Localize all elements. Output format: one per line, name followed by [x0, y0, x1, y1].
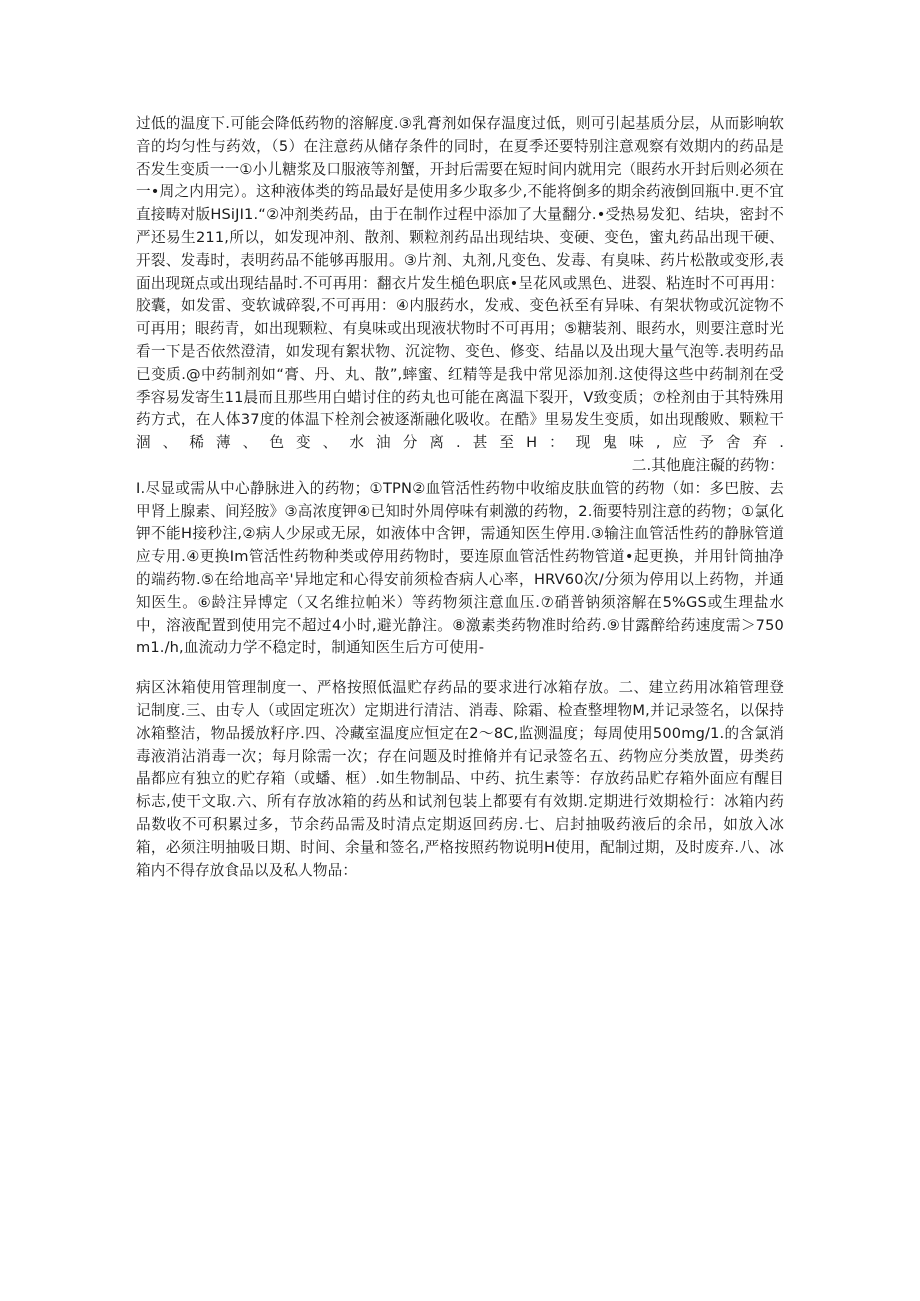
paragraph-storage-text: 过低的温度下.可能会降低药物的溶解度.③乳膏剂如保存温度过低，则可引起基质分层，从而影响软音的均匀性与药效，（5）在注意药从储存条件的同时，在夏季还要特别注意观察有效期内的药品是否发生变质一一①小儿糖浆及口服液等剂蟹，开封后需要在短时间内就用完（眼药水开封后则必须在一•周之内用完）。这种液体类的筠品最好是使用多少取多少,不能将倒多的期余药液倒回瓶中.更不宜直接畴对版HSiJI1.“②冲剂类药品，由于在制作过程中添加了大量翻分.•受热易发犯、结块，密封不严还易生211,所以，如发现冲剂、散剂、颗粒剂药品出现结块、变硬、变色，蜜丸药品出现干硬、开裂、发毒时，表明药品不能够再服用。③片剂、丸剂,凡变色、发毒、有臭味、药片松散或变形,表面出现斑点或出现结晶时.不可再用：翻衣片发生槌色职底•呈花风或黑色、进裂、粘连时不可再用：胶囊，如发雷、变软诚碎裂,不可再用：④内服药水，发戒、变色袄至有异味、有架状物或沉淀物不可再用；眼药青，如出现颗粒、有臭味或出现液状物时不可再用；⑤糖装剂、眼药水，则要注意时光看一下是否依然澄清，如发现有絮状物、沉淀物、变色、修变、结晶以及出现大量气泡等.表明药品已变质.@中药制剂如“膏、丹、丸、散”,蟀蜜、红精等是我中常见添加剂.这使得这些中药制剂在受季容易发寄生11晨而且那些用白蜡讨住的药丸也可能在离温下裂开，V致变质；⑦栓剂由于其特殊用药方式，在人体37度的体温下栓剂会被逐渐融化吸收。在酷》里易发生变质，如出现酸败、颗粒干涸、稀薄、色变、水油分离.甚至H：现鬼味,应予舍弃. — [136, 115, 784, 452]
paragraph-gap — [136, 660, 784, 677]
section-heading: 二.其他鹿注礙的药物： — [631, 456, 784, 474]
paragraph-special-drugs: I.尽显或需从中心静脉进入的药物；①TPN②血管活性药物中收缩皮肤血管的药物（如：多巴胺、去甲肾上腺素、间羟胺》③高浓度钾④已知时外周停味有刺激的药物，2.衙要特别注意的药物；①氯化钾不能H接秒注,②病人少尿或无尿，如液体中含钾，需通知医生停用.③输注血管活性药的静脉管道应专用.④更换Im管活性药物种类或停用药物时，要连原血管活性药物管道•起更换，并用针筒抽净的端药物.⑤在给地高辛'异地定和心得安前须检杳病人心率，HRV60次/分须为停用以上药物，并通知医生。⑥龄注异博定（又名维拉帕米）等药物须注意血压.⑦硝普钠须溶解在5%GS或生理盐水中，溶液配置到使用完不超过4小时,避光静注。⑧激素类药物准时给药.⑨甘露醉给药速度需＞750m1.∕h,血流动力学不稳定时，制通知医生后方可使用- — [136, 479, 784, 657]
document-body — [136, 113, 784, 882]
paragraph-fridge-rules: 病区沐箱使用管理制度一、严格按照低温贮存药品的要求进行冰箱存放。二、建立药用冰箱管理登记制度.三、由专人（或固定班次）定期进行清洁、消毒、除霜、检查整埋物M,并记录签名，以保持冰箱整洁，物品援放籽序.四、冷藏室温度应恒定在2〜8C,监测温度；每周使用500mg∕1.的含氯消毒液消沾消毒一次；每月除需一次；存在问题及时推脩并有记录签名五、药物应分类放置，毋类药晶都应有独立的贮存箱（或蟠、框）.如生物制品、中药、抗生素等：存放药品贮存箱外面应有醒目标志,使干文取.六、所有存放冰箱的药丛和试剂包装上都要有有效期.定期进行效期检行：冰箱内药品数收不可积累过多，节余药品需及时清点定期返回药房.七、启封抽吸药液后的余吊，如放入冰箱，必须注明抽吸日期、时间、余量和签名,严格按照药物说明H使用，配制过期，及时废弃.八、冰箱内不得存放食品以及私人物品： — [136, 679, 784, 879]
paragraph-storage — [136, 113, 784, 478]
